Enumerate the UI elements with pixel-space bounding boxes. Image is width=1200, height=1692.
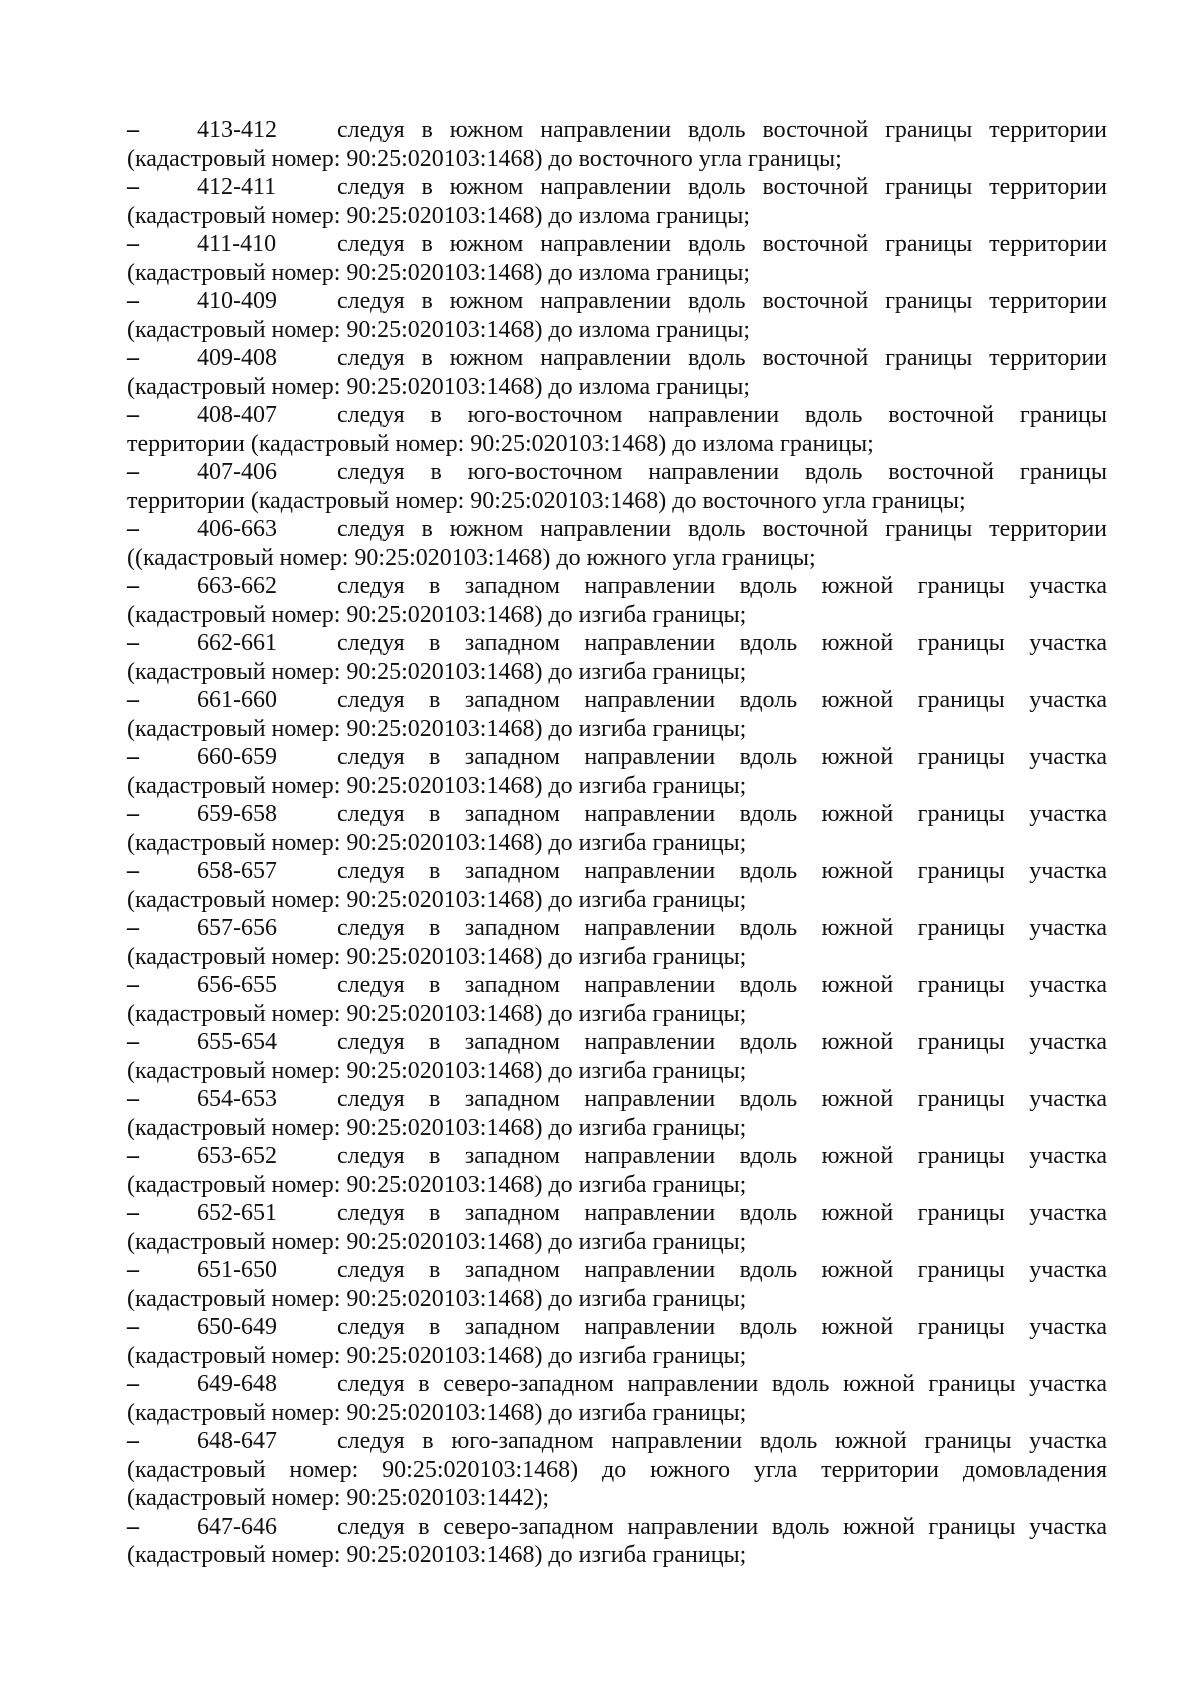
segment-code: 652-651 [197,1200,277,1226]
segment-code: 413-412 [197,117,277,143]
entry-first-line [127,1142,1107,1171]
segment-code: 411-410 [197,231,277,257]
entry-continuation-line: (кадастровый номер: 90:25:020103:1468) до излома границы; [127,259,750,286]
segment-direction-text: следуя в западном направлении вдоль южной границы участка [337,687,1107,713]
dash-marker-icon: – [127,1513,139,1540]
boundary-entry [127,230,1107,287]
boundary-entry [127,1028,1107,1085]
entry-continuation-line: (кадастровый номер: 90:25:020103:1468) до южного угла территории домовладения [127,1456,1107,1483]
segment-code: 647-646 [197,1513,277,1540]
boundary-entry [127,857,1107,914]
entry-first-line [127,572,1107,601]
dash-marker-icon: – [127,1371,139,1397]
entry-first-line [127,743,1107,772]
entry-first-line [127,230,1107,259]
segment-direction-text: следуя в западном направлении вдоль южной границы участка [337,1086,1107,1112]
boundary-entry [127,914,1107,971]
entry-continuation-line: (кадастровый номер: 90:25:020103:1468) до излома границы; [127,316,750,343]
segment-code: 657-656 [197,915,277,941]
segment-code: 658-657 [197,858,277,884]
segment-code: 663-662 [197,573,277,599]
segment-direction-text: следуя в западном направлении вдоль южной границы участка [337,1257,1107,1283]
entry-continuation-line: (кадастровый номер: 90:25:020103:1468) до изгиба границы; [127,1057,747,1084]
entry-first-line [127,515,1107,544]
entry-first-line [127,914,1107,943]
segment-code: 648-647 [197,1428,277,1454]
boundary-entry [127,287,1107,344]
boundary-entry [127,743,1107,800]
entry-continuation-line: (кадастровый номер: 90:25:020103:1468) до изгиба границы; [127,658,747,685]
dash-marker-icon: – [127,858,139,884]
dash-marker-icon: – [127,117,139,143]
entry-continuation-line: (кадастровый номер: 90:25:020103:1442); [127,1485,550,1511]
segment-direction-text: следуя в западном направлении вдоль южной границы участка [337,630,1107,656]
dash-marker-icon: – [127,972,139,998]
segment-direction-text: следуя в западном направлении вдоль южной границы участка [337,744,1107,770]
entry-first-line [127,1427,1107,1456]
entry-first-line [127,971,1107,1000]
entry-continuation-line: (кадастровый номер: 90:25:020103:1468) до изгиба границы; [127,1399,747,1426]
dash-marker-icon: – [127,1143,139,1169]
entry-continuation-line: (кадастровый номер: 90:25:020103:1468) до изгиба границы; [127,1342,747,1369]
segment-direction-text: следуя в южном направлении вдоль восточной границы территории [337,345,1107,371]
entry-first-line [127,401,1107,430]
dash-marker-icon: – [127,459,139,485]
dash-marker-icon: – [127,1257,139,1283]
segment-direction-text: следуя в южном направлении вдоль восточной границы территории [337,117,1107,143]
segment-code: 412-411 [197,174,277,200]
boundary-entry [127,686,1107,743]
entry-continuation-line: (кадастровый номер: 90:25:020103:1468) до изгиба границы; [127,1228,747,1255]
segment-direction-text: следуя в западном направлении вдоль южной границы участка [337,801,1107,827]
segment-direction-text: следуя в западном направлении вдоль южной границы участка [337,1143,1107,1169]
entry-first-line [127,287,1107,316]
entry-first-line [127,344,1107,373]
boundary-entry [127,1313,1107,1370]
dash-marker-icon: – [127,915,139,941]
dash-marker-icon: – [127,1029,139,1055]
segment-code: 406-663 [197,516,277,542]
segment-code: 659-658 [197,801,277,827]
entry-first-line [127,1256,1107,1285]
boundary-entry [127,1513,1107,1570]
segment-direction-text: следуя в южном направлении вдоль восточной границы территории [337,174,1107,200]
entry-first-line [127,800,1107,829]
segment-code: 662-661 [197,630,277,656]
dash-marker-icon: – [127,231,139,257]
entry-first-line [127,116,1107,145]
segment-direction-text: следуя в западном направлении вдоль южной границы участка [337,573,1107,599]
boundary-entry [127,1256,1107,1313]
boundary-entry [127,515,1107,572]
segment-direction-text: следуя в юго-восточном направлении вдоль восточной границы [337,459,1107,485]
segment-direction-text: следуя в западном направлении вдоль южной границы участка [337,972,1107,998]
entry-continuation-line: (кадастровый номер: 90:25:020103:1468) до изгиба границы; [127,601,747,628]
boundary-entry [127,629,1107,686]
boundary-entry [127,800,1107,857]
segment-direction-text: следуя в юго-восточном направлении вдоль восточной границы [337,402,1107,428]
segment-code: 410-409 [197,288,277,314]
segment-code: 656-655 [197,972,277,998]
entry-continuation-line: (кадастровый номер: 90:25:020103:1468) до излома границы; [127,202,750,229]
entry-continuation-line: (кадастровый номер: 90:25:020103:1468) до изгиба границы; [127,1171,747,1198]
segment-direction-text: следуя в южном направлении вдоль восточной границы территории [337,516,1107,542]
segment-code: 653-652 [197,1143,277,1169]
boundary-entry [127,1142,1107,1199]
entry-continuation-line: (кадастровый номер: 90:25:020103:1468) до изгиба границы; [127,829,747,856]
boundary-description-list [127,116,1107,1570]
dash-marker-icon: – [127,630,139,656]
entry-continuation-line: территории (кадастровый номер: 90:25:020103:1468) до восточного угла границы; [127,487,966,514]
entry-first-line [127,1028,1107,1057]
boundary-entry [127,1370,1107,1427]
entry-first-line [127,173,1107,202]
entry-continuation-line: территории (кадастровый номер: 90:25:020103:1468) до излома границы; [127,430,874,457]
entry-continuation-line: (кадастровый номер: 90:25:020103:1468) до изгиба границы; [127,943,747,970]
entry-first-line [127,1513,1107,1542]
segment-code: 660-659 [197,744,277,770]
dash-marker-icon: – [127,687,139,713]
dash-marker-icon: – [127,174,139,200]
segment-direction-text: следуя в северо-западном направлении вдоль южной границы участка [337,1371,1107,1397]
segment-code: 650-649 [197,1314,277,1340]
dash-marker-icon: – [127,1428,139,1454]
segment-direction-text: следуя в западном направлении вдоль южной границы участка [337,915,1107,941]
dash-marker-icon: – [127,345,139,371]
segment-direction-text: следуя в северо-западном направлении вдоль южной границы участка [337,1513,1107,1540]
boundary-entry [127,344,1107,401]
segment-code: 409-408 [197,345,277,371]
dash-marker-icon: – [127,288,139,314]
segment-direction-text: следуя в юго-западном направлении вдоль южной границы участка [337,1428,1107,1454]
dash-marker-icon: – [127,1086,139,1112]
dash-marker-icon: – [127,516,139,542]
boundary-entry [127,116,1107,173]
boundary-entry [127,458,1107,515]
segment-code: 408-407 [197,402,277,428]
segment-code: 651-650 [197,1257,277,1283]
segment-code: 654-653 [197,1086,277,1112]
boundary-entry [127,173,1107,230]
entry-continuation-line: (кадастровый номер: 90:25:020103:1468) до изгиба границы; [127,1000,747,1027]
entry-first-line [127,857,1107,886]
segment-direction-text: следуя в западном направлении вдоль южной границы участка [337,1200,1107,1226]
entry-continuation-line: (кадастровый номер: 90:25:020103:1468) до изгиба границы; [127,1542,747,1568]
entry-continuation-line: ((кадастровый номер: 90:25:020103:1468) до южного угла границы; [127,544,816,571]
segment-direction-text: следуя в южном направлении вдоль восточной границы территории [337,231,1107,257]
boundary-entry [127,1085,1107,1142]
entry-first-line [127,629,1107,658]
segment-code: 655-654 [197,1029,277,1055]
boundary-entry [127,401,1107,458]
entry-continuation-line: (кадастровый номер: 90:25:020103:1468) до изгиба границы; [127,715,747,742]
dash-marker-icon: – [127,801,139,827]
segment-direction-text: следуя в западном направлении вдоль южной границы участка [337,1314,1107,1340]
segment-direction-text: следуя в западном направлении вдоль южной границы участка [337,858,1107,884]
segment-code: 649-648 [197,1371,277,1397]
entry-first-line [127,1199,1107,1228]
dash-marker-icon: – [127,1314,139,1340]
segment-code: 661-660 [197,687,277,713]
entry-continuation-line: (кадастровый номер: 90:25:020103:1468) до изгиба границы; [127,1114,747,1141]
boundary-entry [127,572,1107,629]
entry-continuation-line: (кадастровый номер: 90:25:020103:1468) до изгиба границы; [127,886,747,913]
segment-direction-text: следуя в южном направлении вдоль восточной границы территории [337,288,1107,314]
dash-marker-icon: – [127,744,139,770]
entry-first-line [127,458,1107,487]
entry-first-line [127,1313,1107,1342]
segment-direction-text: следуя в западном направлении вдоль южной границы участка [337,1029,1107,1055]
boundary-entry [127,1427,1107,1513]
dash-marker-icon: – [127,1200,139,1226]
entry-continuation-line: (кадастровый номер: 90:25:020103:1468) до изгиба границы; [127,772,747,799]
entry-continuation-line: (кадастровый номер: 90:25:020103:1468) до изгиба границы; [127,1285,747,1312]
entry-continuation-line: (кадастровый номер: 90:25:020103:1468) до восточного угла границы; [127,145,842,172]
segment-code: 407-406 [197,459,277,485]
entry-first-line [127,1085,1107,1114]
dash-marker-icon: – [127,573,139,599]
boundary-entry [127,971,1107,1028]
entry-continuation-line: (кадастровый номер: 90:25:020103:1468) до излома границы; [127,373,750,400]
entry-first-line [127,1370,1107,1399]
entry-first-line [127,686,1107,715]
boundary-entry [127,1199,1107,1256]
dash-marker-icon: – [127,402,139,428]
